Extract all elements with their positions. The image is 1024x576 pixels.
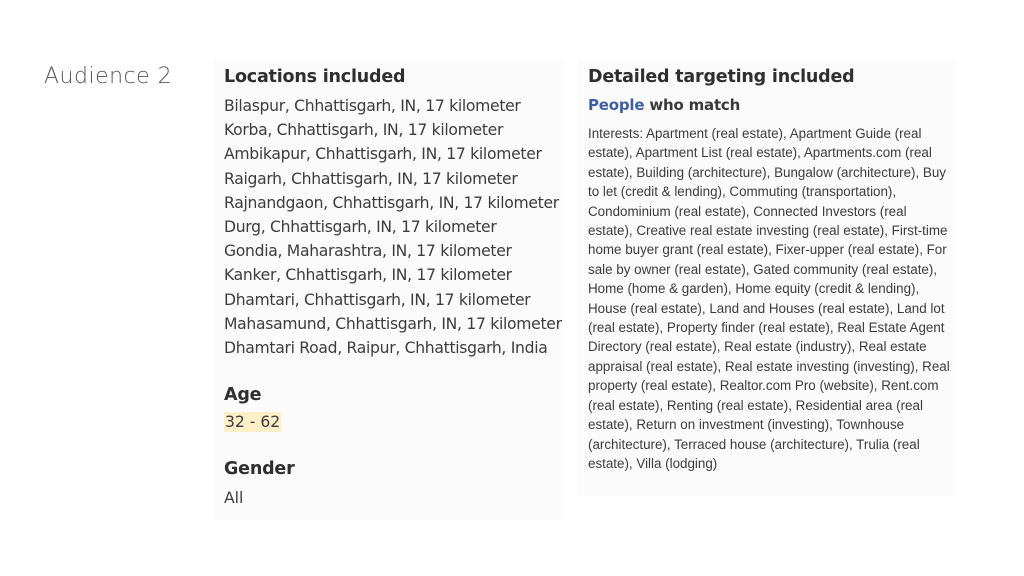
location-item: Korba, Chhattisgarh, IN, 17 kilometer bbox=[224, 121, 504, 140]
location-item: Gondia, Maharashtra, IN, 17 kilometer bbox=[224, 242, 512, 261]
slide-title: Audience 2 bbox=[44, 64, 173, 89]
location-item: Bilaspur, Chhattisgarh, IN, 17 kilometer bbox=[224, 97, 521, 115]
detailed-targeting-heading: Detailed targeting included bbox=[588, 67, 855, 87]
age-range-value: 32 - 62 bbox=[225, 413, 281, 432]
audience-summary-panel bbox=[214, 60, 564, 520]
gender-heading: Gender bbox=[224, 459, 295, 480]
gender-value: All bbox=[224, 489, 244, 508]
people-match-line bbox=[588, 95, 956, 115]
people-label: People bbox=[588, 96, 645, 114]
who-match-label: who match bbox=[644, 96, 741, 114]
location-item: Kanker, Chhattisgarh, IN, 17 kilometer bbox=[224, 266, 512, 285]
location-item: Raigarh, Chhattisgarh, IN, 17 kilometer bbox=[224, 169, 518, 188]
detailed-targeting-panel bbox=[578, 60, 956, 496]
location-item: Dhamtari Road, Raipur, Chhattisgarh, India bbox=[224, 339, 548, 358]
interests-text: Interests: Apartment (real estate), Apartment Guide (real estate), Apartment List (real estate), Apartments.com (real estate), Building (architecture), Bungalow (architecture), Buy to let (credit & lending), Commuting (transportation), Condominium (real estate), Connected Investors (real estate), Creative real estate investing (real estate), First-time home buyer grant (real estate), Fixer-upper (real estate), For sale by owner (real estate), Gated community (real estate), Home (home & garden), Home equity (credit & lending), House (real estate), Land and Houses (real estate), Land lot (real estate), Property finder (real estate), Real Estate Agent Directory (real estate), Real estate (industry), Real estate appraisal (real estate), Real estate investing (investing), Real property (real estate), Realtor.com Pro (website), Rent.com (real estate), Renting (real estate), Residential area (real estate), Return on investment (investing), Townhouse (architecture), Terraced house (architecture), Trulia (real estate), Villa (lodging) bbox=[588, 126, 950, 471]
location-item: Ambikapur, Chhattisgarh, IN, 17 kilometer bbox=[224, 145, 542, 164]
location-item: Mahasamund, Chhattisgarh, IN, 17 kilometer bbox=[224, 314, 562, 333]
locations-list bbox=[224, 94, 564, 360]
location-item: Dhamtari, Chhattisgarh, IN, 17 kilometer bbox=[224, 290, 531, 309]
location-item: Durg, Chhattisgarh, IN, 17 kilometer bbox=[224, 218, 497, 237]
location-item: Rajnandgaon, Chhattisgarh, IN, 17 kilometer bbox=[224, 193, 559, 212]
locations-heading: Locations included bbox=[224, 67, 406, 87]
age-heading: Age bbox=[224, 385, 262, 406]
